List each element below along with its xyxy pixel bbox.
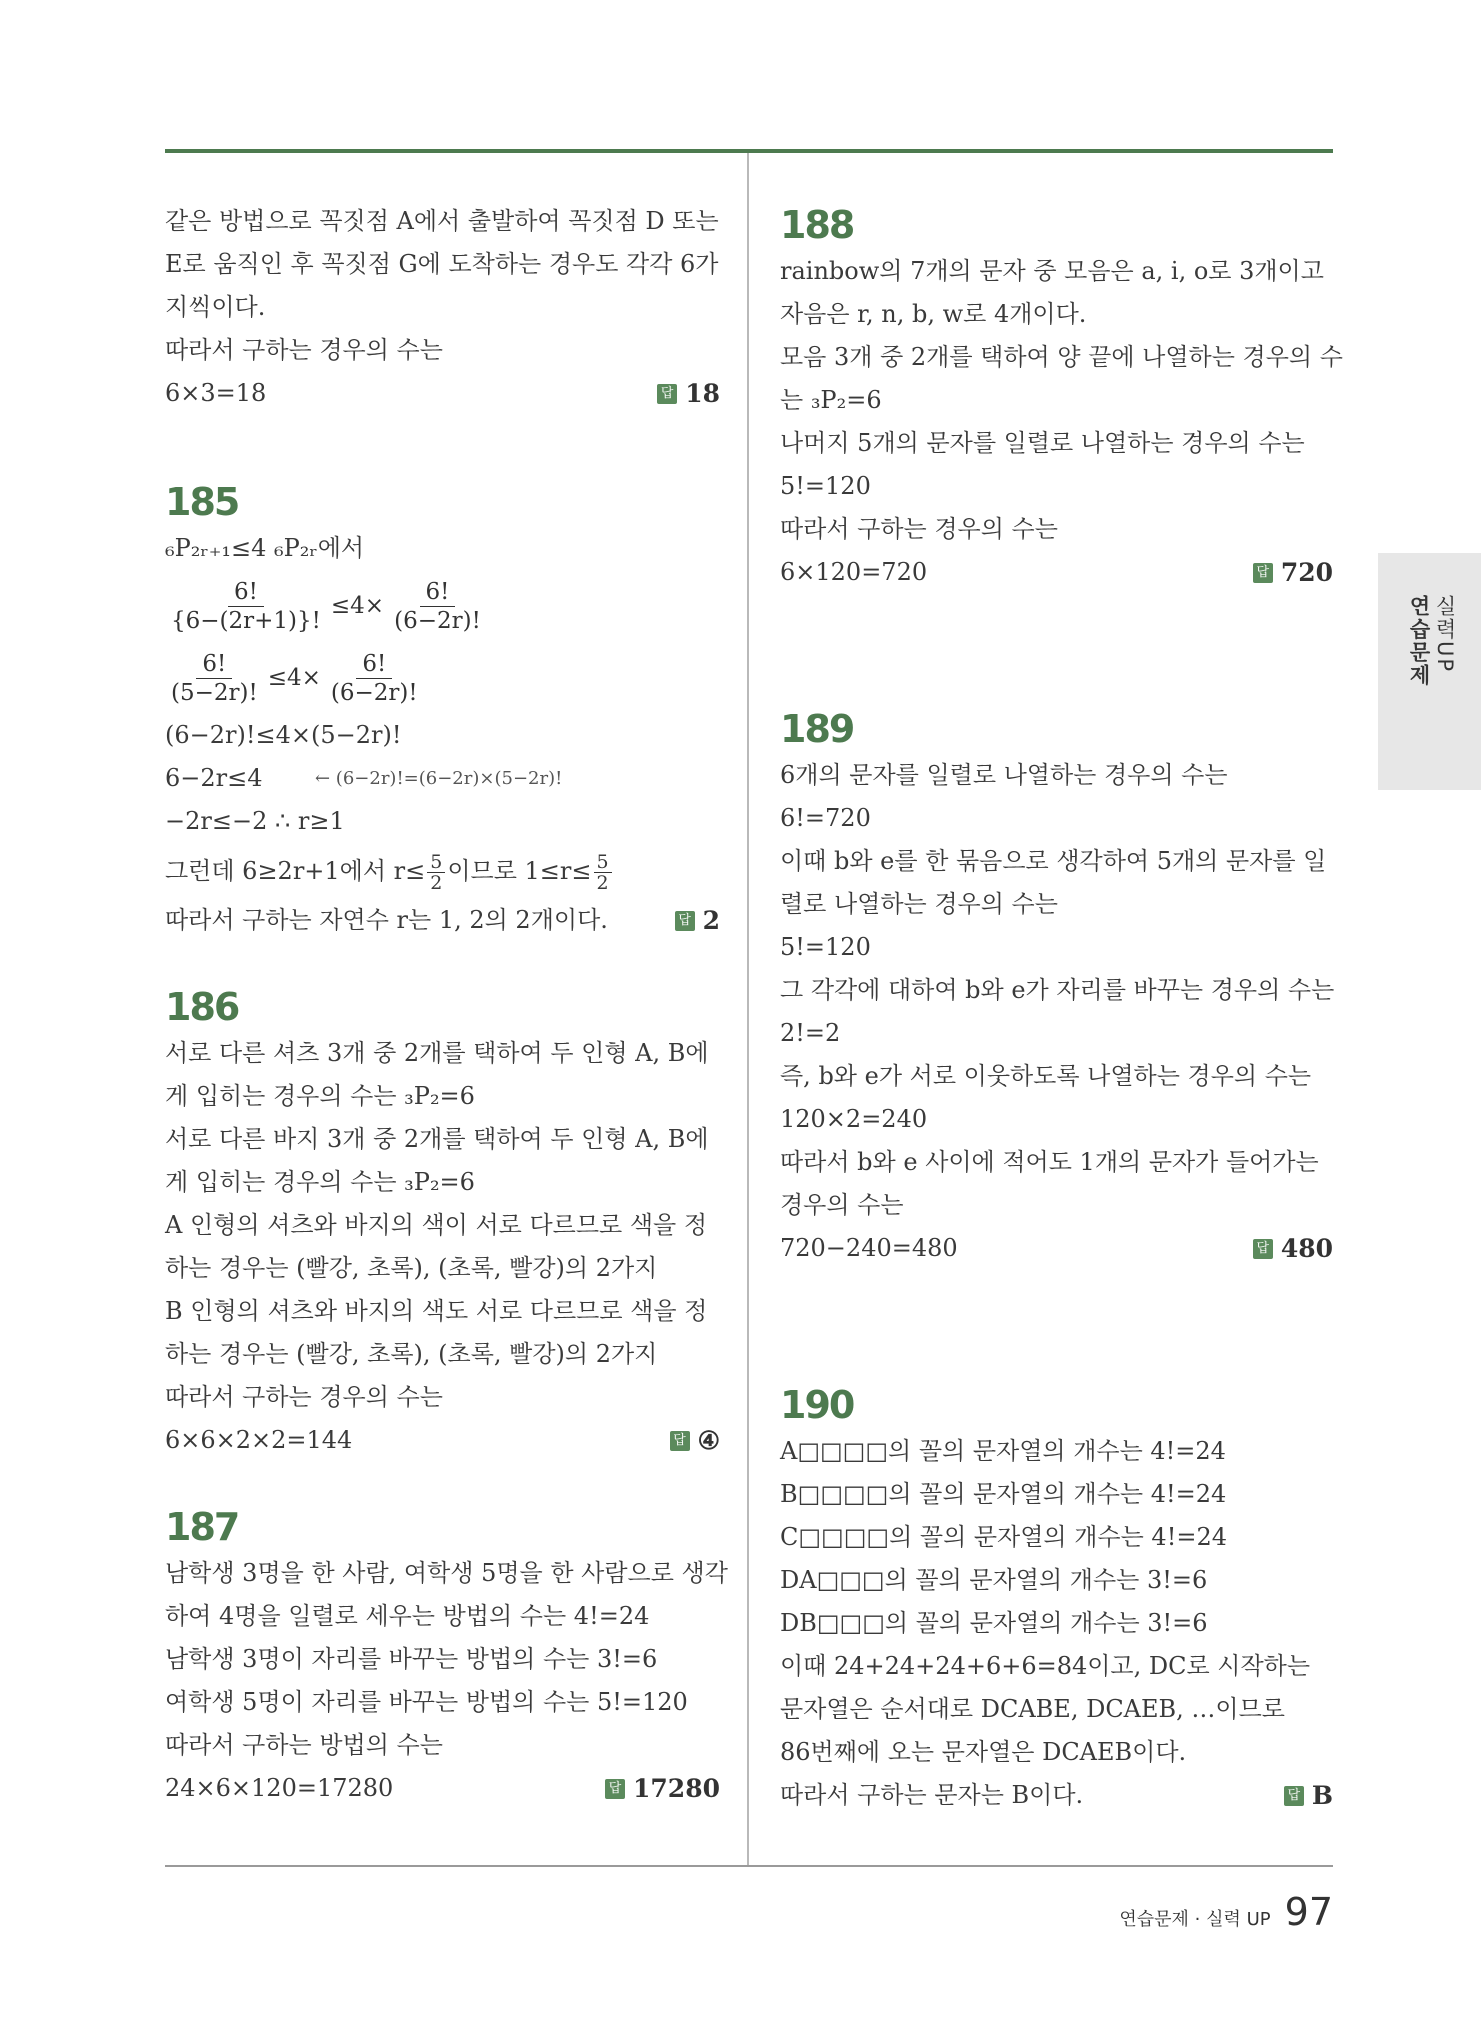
solution-line: 그 각각에 대하여 b와 e가 자리를 바꾸는 경우의 수는 [780,976,1335,1004]
denominator: 2 [596,872,609,894]
answer-box [1284,1774,1333,1817]
left-column [165,200,728,1810]
solution-line: 자음은 r, n, b, w로 4개이다. [780,300,1087,328]
solution-line: DA□□□의 꼴의 문자열의 개수는 3!=6 [780,1566,1208,1594]
operator: ≤4× [267,665,321,691]
fraction [165,578,327,635]
column-divider [747,153,749,1865]
denominator: {6−(2r+1)}! [171,607,321,634]
solution-line: 게 입히는 경우의 수는 ₃P₂=6 [165,1168,475,1196]
solution-line: rainbow의 7개의 문자 중 모음은 a, i, o로 3개이고 [780,257,1324,285]
solution-line: A 인형의 셔츠와 바지의 색이 서로 다르므로 색을 정 [165,1211,708,1239]
solution-line: 문자열은 순서대로 DCABE, DCAEB, …이므로 [780,1695,1285,1723]
answer-value: 720 [1280,558,1333,587]
answer-badge: 답 [1253,563,1273,583]
solution-line: B 인형의 셔츠와 바지의 색도 서로 다르므로 색을 정 [165,1297,708,1325]
solution-line: 서로 다른 셔츠 3개 중 2개를 택하여 두 인형 A, B에 [165,1039,709,1067]
answer-box [670,1419,720,1462]
side-note: ← (6−2r)!=(6−2r)×(5−2r)! [315,768,563,789]
solution-line: B□□□□의 꼴의 문자열의 개수는 4!=24 [780,1480,1227,1508]
answer-badge: 답 [675,911,695,931]
solution-line: (6−2r)!≤4×(5−2r)! [165,721,402,749]
answer-value: 2 [702,906,720,935]
final-expression: 720−240=480 [780,1234,958,1262]
problem-number-190: 190 [780,1383,854,1427]
fraction [165,650,264,707]
fraction-five-halves [427,852,445,893]
problem-number-185: 185 [165,480,239,524]
solution-line: 하는 경우는 (빨강, 초록), (초록, 빨강)의 2가지 [165,1340,658,1368]
solution-final [780,551,1333,594]
solution-line: −2r≤−2 ∴ r≥1 [165,807,345,835]
footer-section-label: 연습문제 · 실력 UP [1119,1909,1271,1930]
page-footer [1119,1890,1333,1934]
top-rule [165,149,1333,153]
solution-final [780,1227,1333,1270]
solution-line [165,843,720,899]
intro-line: 같은 방법으로 꼭짓점 A에서 출발하여 꼭짓점 D 또는 [165,207,719,235]
solution-line: 경우의 수는 [780,1191,904,1219]
solution-line: 남학생 3명이 자리를 바꾸는 방법의 수는 3!=6 [165,1645,658,1673]
solution-line: 여학생 5명이 자리를 바꾸는 방법의 수는 5!=120 [165,1688,688,1716]
side-tab-line-1: 연습문제 [1407,595,1431,687]
denominator: 2 [430,872,443,894]
final-expression: 6×6×2×2=144 [165,1426,353,1454]
problem-number-189: 189 [780,707,854,751]
solution-line [165,757,720,800]
numerator: 5 [594,852,612,873]
solution-line: 6!=720 [780,804,871,832]
answer-value: 17280 [633,1774,720,1803]
solution-line: 나머지 5개의 문자를 일렬로 나열하는 경우의 수는 [780,429,1305,457]
answer-badge: 답 [670,1431,690,1451]
problem-number-188: 188 [780,203,854,247]
intro-line: E로 움직인 후 꼭짓점 G에 도착하는 경우도 각각 6가 [165,250,719,278]
fraction-five-halves [594,852,612,893]
fraction [325,650,424,707]
solution-line: 하여 4명을 일렬로 세우는 방법의 수는 4!=24 [165,1602,650,1630]
numerator: 6! [228,578,264,607]
final-expression: 6×3=18 [165,379,267,407]
answer-value: 18 [685,379,720,408]
answer-box [605,1767,720,1810]
numerator: 6! [420,578,456,607]
solution-line: 따라서 구하는 방법의 수는 [165,1731,443,1759]
section-side-tab [1378,553,1481,790]
solution-line: 이때 b와 e를 한 묶음으로 생각하여 5개의 문자를 일 [780,847,1327,875]
denominator: (6−2r)! [394,607,481,634]
intro-line: 지씩이다. [165,293,266,321]
solution-line: 6개의 문자를 일렬로 나열하는 경우의 수는 [780,761,1228,789]
side-tab-line-2: 실력UP [1433,595,1457,674]
fraction-inequality-1 [165,570,720,642]
solution-line: C□□□□의 꼴의 문자열의 개수는 4!=24 [780,1523,1227,1551]
problem-number-187: 187 [165,1505,239,1549]
final-expression: 6×120=720 [780,558,928,586]
text-segment: 그런데 6≥2r+1에서 r≤ [165,857,426,885]
solution-line: 따라서 구하는 경우의 수는 [165,1383,443,1411]
numerator: 6! [356,650,392,679]
solution-line: 남학생 3명을 한 사람, 여학생 5명을 한 사람으로 생각 [165,1559,728,1587]
answer-box [657,372,720,415]
solution-final [165,1767,720,1810]
solution-line: 서로 다른 바지 3개 중 2개를 택하여 두 인형 A, B에 [165,1125,709,1153]
solution-line: 5!=120 [780,472,871,500]
answer-value: B [1311,1781,1333,1810]
solution-line: 게 입히는 경우의 수는 ₃P₂=6 [165,1082,475,1110]
solution-line: DB□□□의 꼴의 문자열의 개수는 3!=6 [780,1609,1208,1637]
right-column [780,200,1343,1817]
answer-badge: 답 [657,384,677,404]
solution-line: 하는 경우는 (빨강, 초록), (초록, 빨강)의 2가지 [165,1254,658,1282]
solution-line: 따라서 b와 e 사이에 적어도 1개의 문자가 들어가는 [780,1148,1319,1176]
intro-final [165,372,720,415]
solution-line: 5!=120 [780,933,871,961]
answer-value: ④ [697,1426,720,1455]
fraction-inequality-2 [165,642,720,714]
solution-line: 120×2=240 [780,1105,928,1133]
inequality: 6−2r≤4 [165,764,263,792]
fraction [388,578,487,635]
solution-line: 86번째에 오는 문자열은 DCAEB이다. [780,1738,1187,1766]
final-expression: 따라서 구하는 문자는 B이다. [780,1781,1084,1809]
solution-line: 렬로 나열하는 경우의 수는 [780,890,1058,918]
text-segment: 이므로 1≤r≤ [447,857,592,885]
problem-number-186: 186 [165,985,239,1029]
denominator: (6−2r)! [330,679,418,706]
solution-final [165,899,720,942]
answer-value: 480 [1280,1234,1333,1263]
answer-badge: 답 [1284,1786,1304,1806]
answer-box [1253,1227,1333,1270]
final-expression: 따라서 구하는 자연수 r는 1, 2의 2개이다. [165,906,608,934]
denominator: (5−2r)! [171,679,258,706]
answer-badge: 답 [1253,1239,1273,1259]
answer-box [1253,551,1333,594]
bottom-rule [165,1865,1333,1867]
solution-line: 2!=2 [780,1019,841,1047]
solution-final [780,1774,1333,1817]
solution-line: 는 ₃P₂=6 [780,386,882,414]
numerator: 6! [196,650,232,679]
page-number: 97 [1284,1890,1333,1934]
solution-final [165,1419,720,1462]
final-expression: 24×6×120=17280 [165,1774,394,1802]
operator: ≤4× [330,593,385,619]
answer-badge: 답 [605,1779,625,1799]
solution-line: ₆P₂ᵣ₊₁≤4 ₆P₂ᵣ에서 [165,534,365,562]
solution-line: 이때 24+24+24+6+6=84이고, DC로 시작하는 [780,1652,1311,1680]
solution-line: 따라서 구하는 경우의 수는 [780,515,1058,543]
numerator: 5 [427,852,445,873]
solution-line: A□□□□의 꼴의 문자열의 개수는 4!=24 [780,1437,1226,1465]
answer-box [675,899,720,942]
solution-line: 모음 3개 중 2개를 택하여 양 끝에 나열하는 경우의 수 [780,343,1343,371]
intro-line: 따라서 구하는 경우의 수는 [165,336,443,364]
solution-line: 즉, b와 e가 서로 이웃하도록 나열하는 경우의 수는 [780,1062,1312,1090]
